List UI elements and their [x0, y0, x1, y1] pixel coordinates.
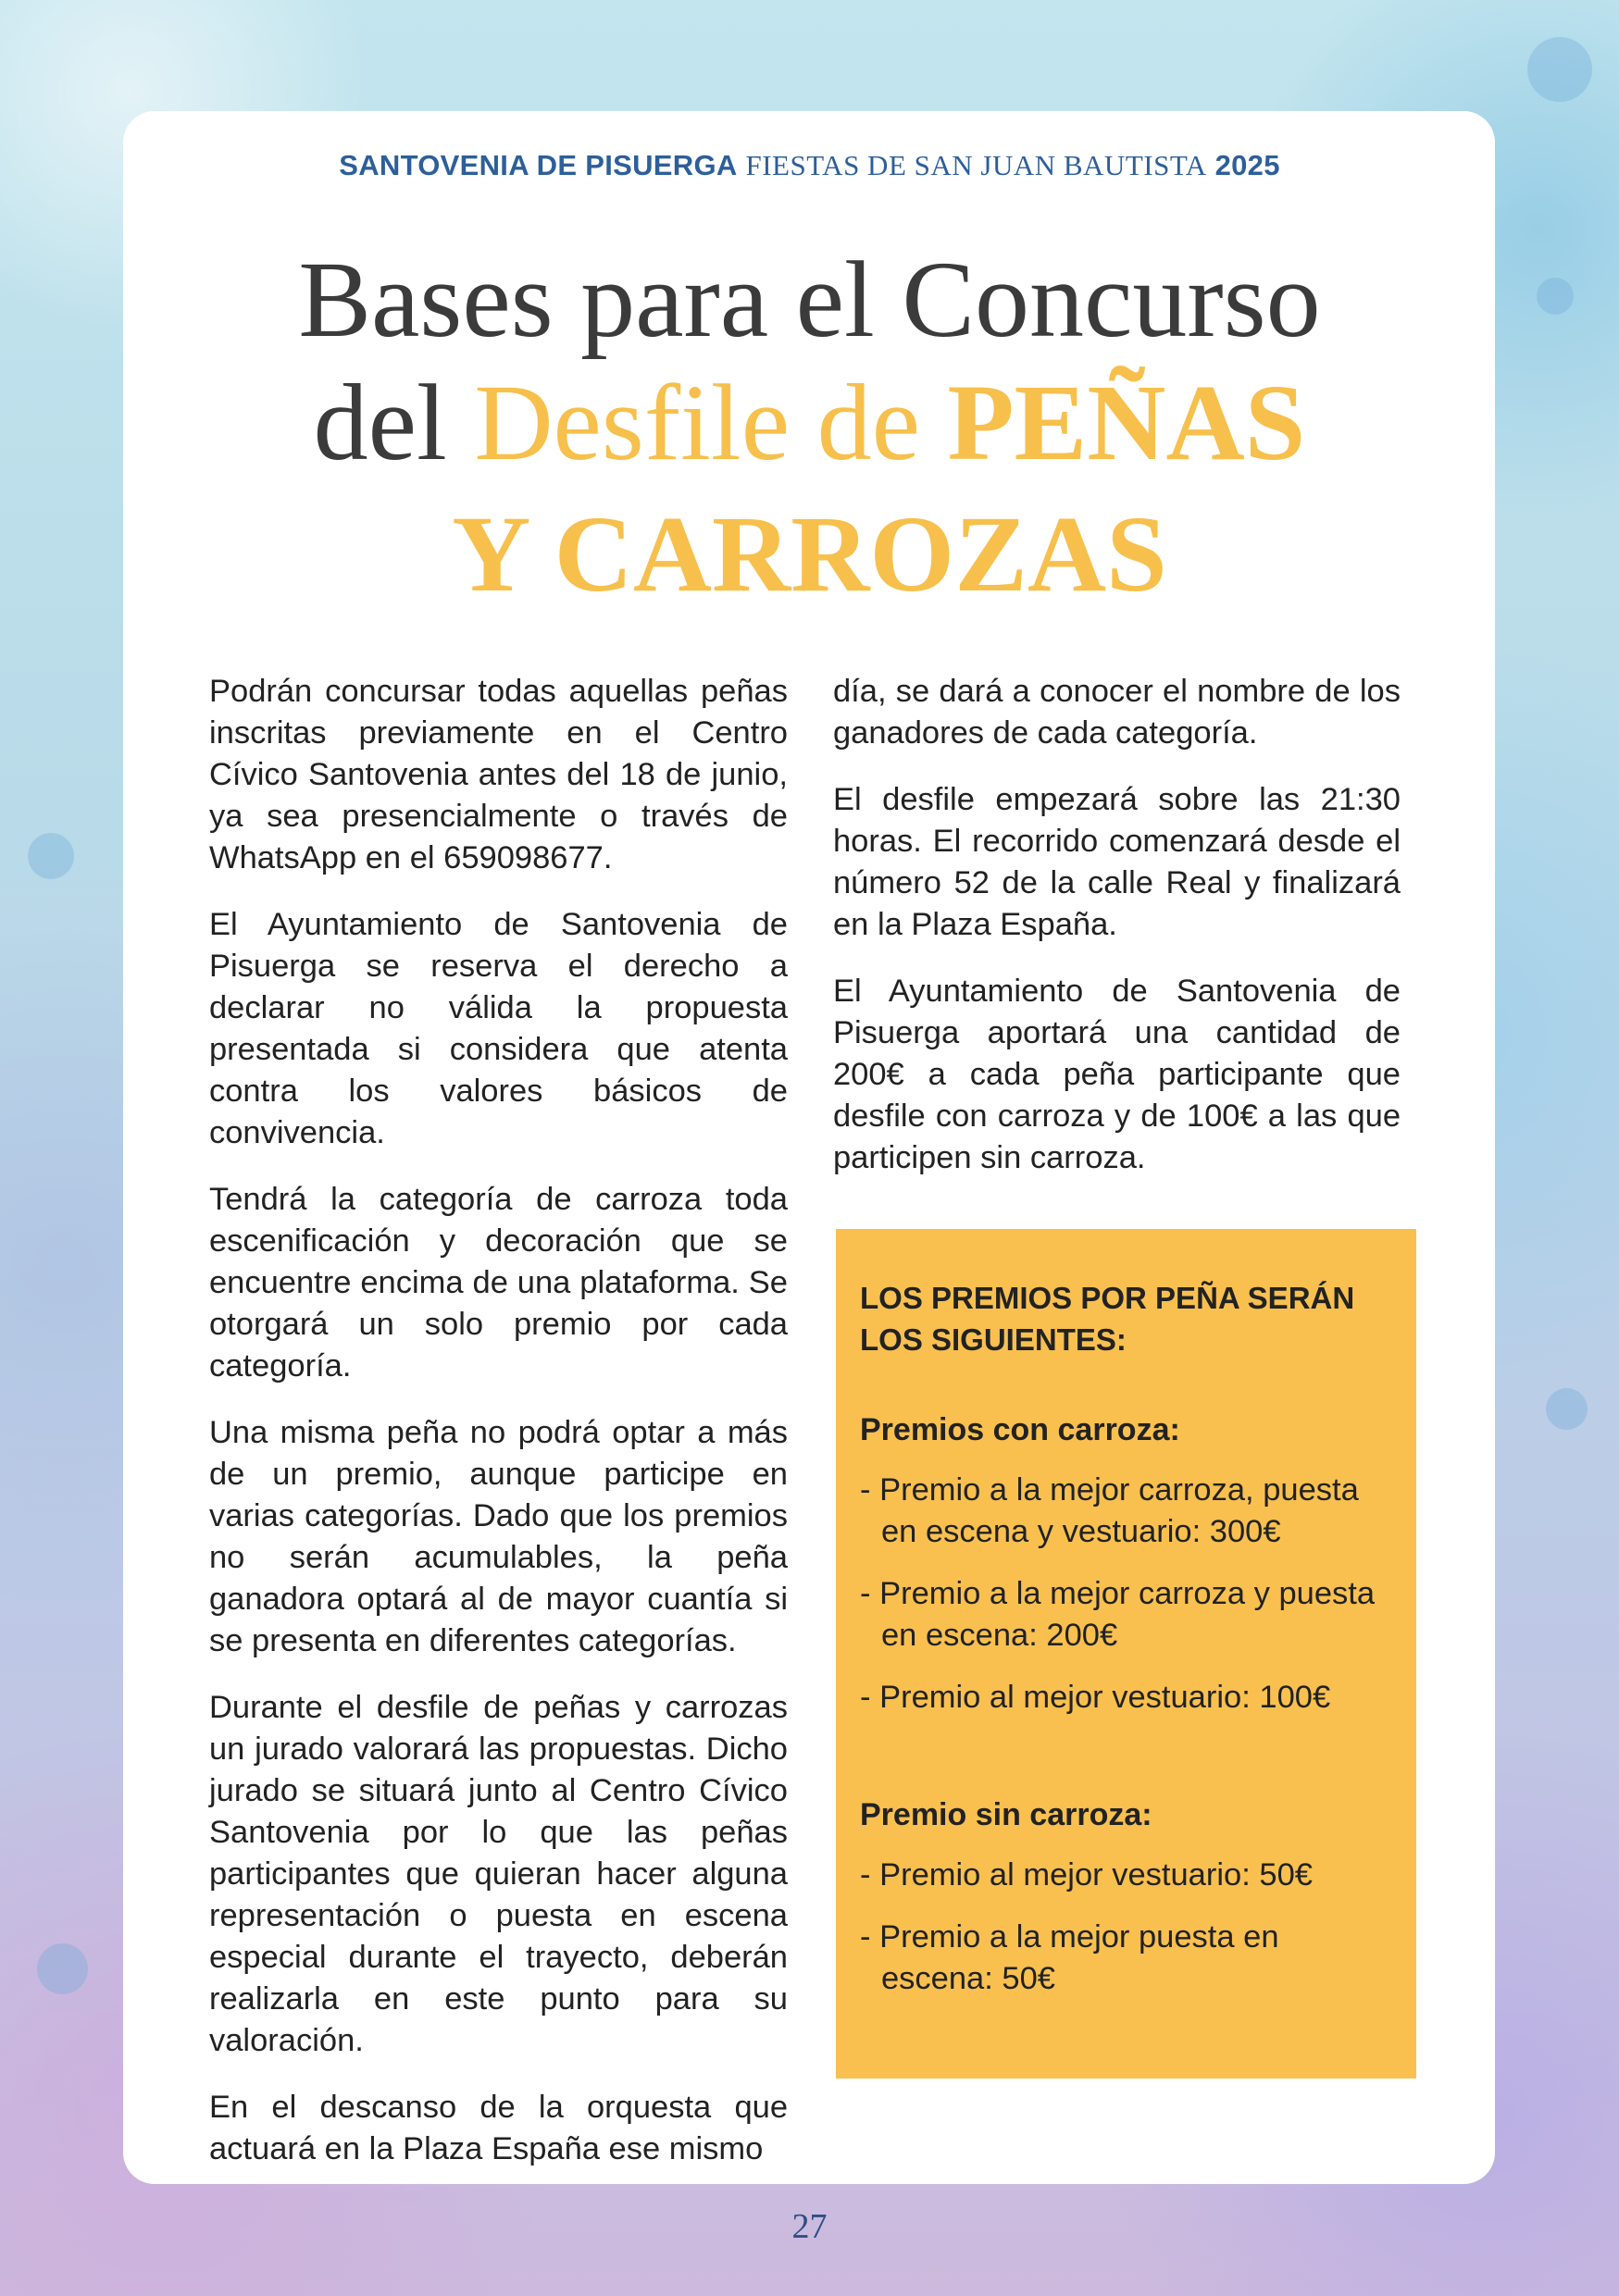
watercolor-splash	[28, 833, 74, 879]
paragraph: El Ayuntamiento de Santovenia de Pisuerga se reserva el derecho a declarar no válida la propuesta presentada si considera que atenta contra los valores básicos de convivencia.	[209, 907, 788, 1150]
paragraph: En el descanso de la orquesta que actuará en la Plaza España ese mismo	[209, 2090, 788, 2166]
title-del: del	[313, 362, 447, 483]
without-float-title: Premio sin carroza:	[860, 1797, 1152, 1832]
right-column	[833, 671, 1401, 1204]
watercolor-splash	[1546, 1388, 1588, 1430]
with-float-title: Premios con carroza:	[860, 1412, 1180, 1447]
page-header	[0, 149, 1619, 182]
header-year: 2025	[1214, 149, 1280, 181]
header-town: SANTOVENIA DE PISUERGA	[339, 149, 738, 181]
prize-item: - Premio al mejor vestuario: 100€	[860, 1680, 1331, 1715]
prize-item: - Premio al mejor vestuario: 50€	[860, 1857, 1313, 1893]
paragraph: Tendrá la categoría de carroza toda escenificación y decoración que se encuentre encima de una plataforma. Se otorgará un solo premio por cada categoría.	[209, 1182, 788, 1384]
prize-item: - Premio a la mejor carroza y puesta en escena: 200€	[860, 1576, 1376, 1653]
prizes-box	[836, 1229, 1416, 2079]
title-line-2	[0, 362, 1619, 483]
page-number: 27	[791, 2207, 828, 2246]
left-column	[209, 671, 788, 2195]
watercolor-splash	[37, 1943, 88, 1994]
spacer	[860, 1739, 1392, 1794]
title-desfile: Desfile de	[474, 362, 920, 483]
paragraph: Durante el desfile de peñas y carrozas un jurado valorará las propuestas. Dicho jurado se situará junto al Centro Cívico Santovenia por lo que las peñas participantes que quieran hacer alguna representación o puesta en escena especial durante el trayecto, deberán realizarla en este punto para su valoración.	[209, 1690, 788, 2058]
prize-item: - Premio a la mejor puesta en escena: 50€	[860, 1919, 1279, 1996]
header-event: FIESTAS DE SAN JUAN BAUTISTA	[745, 149, 1207, 181]
watercolor-splash	[1527, 37, 1592, 102]
prize-item: - Premio a la mejor carroza, puesta en escena y vestuario: 300€	[860, 1472, 1359, 1549]
paragraph: Podrán concursar todas aquellas peñas inscritas previamente en el Centro Cívico Santovenia antes del 18 de junio, ya sea presencialmente o través de WhatsApp en el 659098677.	[209, 674, 788, 875]
title-penas: PEÑAS	[947, 362, 1306, 483]
prizes-heading: LOS PREMIOS POR PEÑA SERÁN LOS SIGUIENTES:	[860, 1281, 1355, 1357]
title-line-3: Y CARROZAS	[452, 493, 1167, 614]
paragraph: El Ayuntamiento de Santovenia de Pisuerga aportará una cantidad de 200€ a cada peña participante que desfile con carroza y de 100€ a las que participen sin carroza.	[833, 974, 1401, 1175]
paragraph: Una misma peña no podrá optar a más de un premio, aunque participe en varias categorías. Dado que los premios no serán acumulables, la peña ganadora optará al de mayor cuantía si se presenta en diferentes categorías.	[209, 1415, 788, 1658]
title-line-1: Bases para el Concurso	[298, 239, 1321, 360]
paragraph: día, se dará a conocer el nombre de los ganadores de cada categoría.	[833, 674, 1401, 751]
paragraph: El desfile empezará sobre las 21:30 horas. El recorrido comenzará desde el número 52 de la calle Real y finalizará en la Plaza España.	[833, 782, 1401, 942]
